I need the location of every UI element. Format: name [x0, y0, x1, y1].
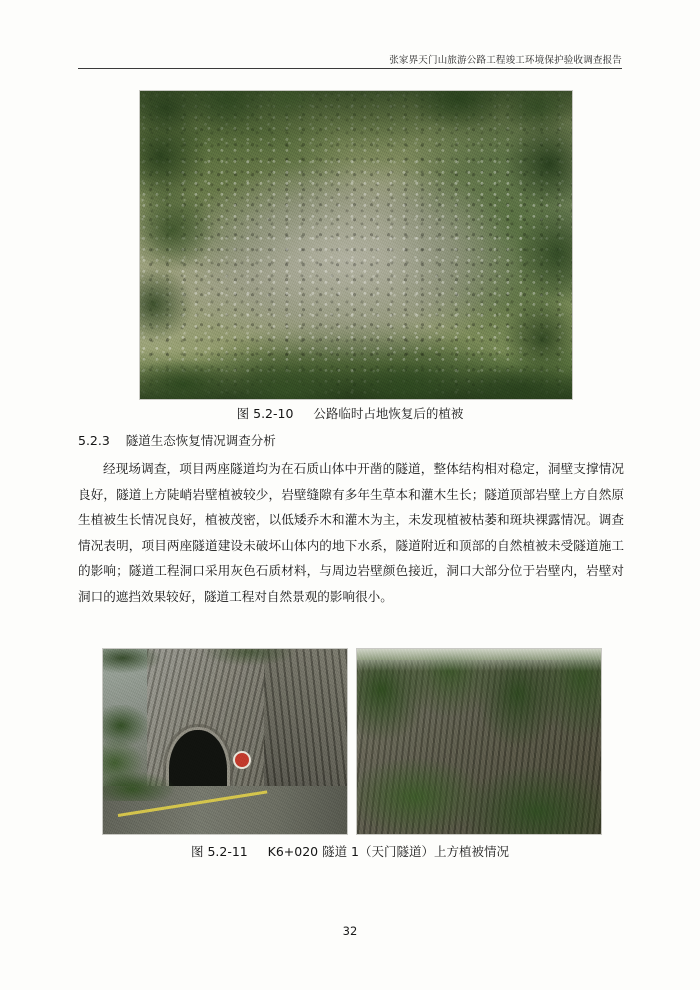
figure-5-2-10-text: 公路临时占地恢复后的植被 — [313, 406, 464, 421]
figure-revegetation-image — [139, 90, 573, 400]
figure-5-2-11-label: 图 5.2-11 — [190, 844, 248, 859]
figure-5-2-11-caption — [78, 842, 622, 860]
vine-covered-rock-wall-photo — [357, 649, 601, 834]
figure-tunnel-left-frame — [102, 648, 348, 835]
photo-grain-overlay — [140, 91, 572, 399]
section-body-paragraph: 经现场调查，项目两座隧道均为在石质山体中开凿的隧道，整体结构相对稳定，洞壁支撑情况良好，隧道上方陡峭岩壁植被较少，岩壁缝隙有多年生草本和灌木生长；隧道顶部岩壁上方自然原生植被生长情况良好，植被茂密，以低矮乔木和灌木为主，未发现植被枯萎和斑块裸露情况。调查情况表明，项目两座隧道建设未破坏山体内的地下水系，隧道附近和顶部的自然植被未受隧道施工的影响；隧道工程洞口采用灰色石质材料，与周边岩壁颜色接近，洞口大部分位于岩壁内，岩壁对洞口的遮挡效果较好，隧道工程对自然景观的影响很小。 — [78, 461, 624, 604]
section-heading — [78, 431, 622, 449]
figure-5-2-11-text: K6+020 隧道 1（天门隧道）上方植被情况 — [267, 844, 510, 859]
section-title: 隧道生态恢复情况调查分析 — [125, 433, 276, 448]
header-divider — [78, 68, 622, 69]
photo-grain-overlay — [357, 649, 601, 834]
figure-tunnel-images — [102, 648, 602, 835]
page-number: 32 — [342, 924, 358, 938]
section-number: 5.2.3 — [78, 433, 110, 448]
figure-5-2-10-caption — [78, 404, 622, 422]
photo-grain-overlay — [103, 649, 347, 834]
rocky-slope-revegetation-photo — [140, 91, 572, 399]
figure-tunnel-right-frame — [356, 648, 602, 835]
page-header: 张家界天门山旅游公路工程竣工环境保护验收调查报告 — [389, 55, 622, 66]
tunnel-portal-photo — [103, 649, 347, 834]
figure-5-2-10-label: 图 5.2-10 — [236, 406, 294, 421]
